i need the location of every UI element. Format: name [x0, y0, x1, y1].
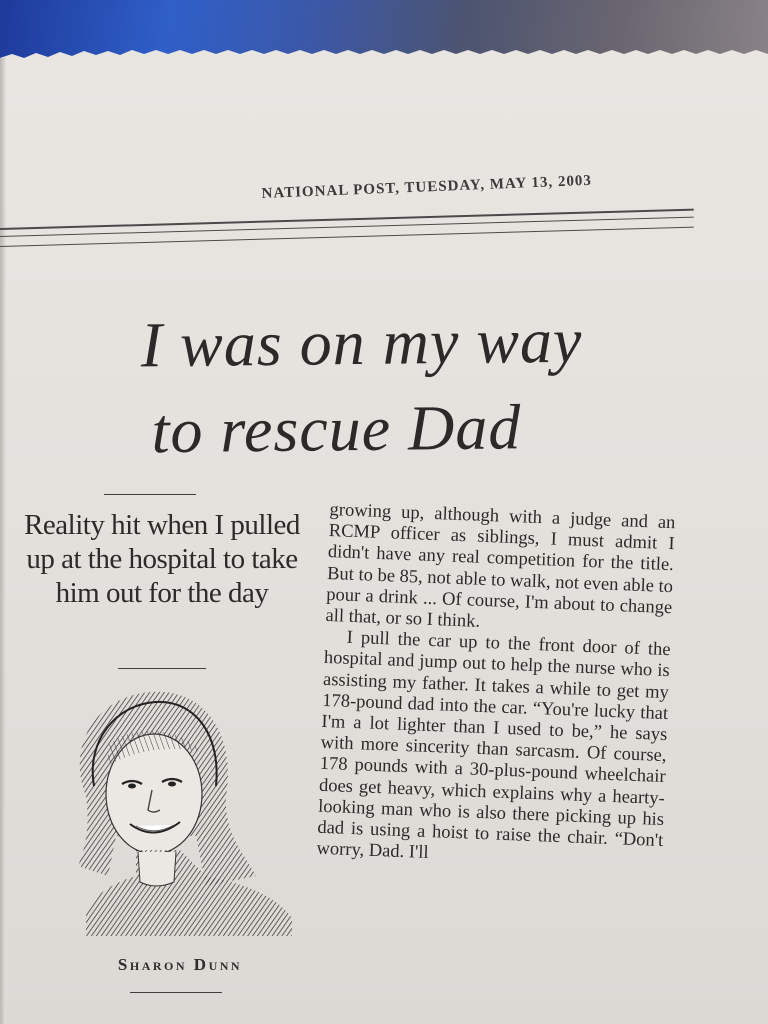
article-body-column — [316, 500, 676, 873]
author-byline: Sharon Dunn — [117, 955, 243, 974]
dateline: NATIONAL POST, TUESDAY, MAY 13, 2003 — [261, 172, 593, 203]
torn-paper-edge — [0, 48, 768, 64]
byline-rule — [130, 992, 222, 993]
headline-line-2: to rescue Dad — [151, 391, 522, 467]
page-shadow — [0, 58, 6, 1024]
headline-line-1: I was on my way — [140, 304, 583, 381]
headline — [11, 296, 713, 475]
body-paragraph: I pull the car up to the front door of the hospital and jump out to help the nurse who is assisting my father. It takes a while to get my 178-pound dad into the car. “You're lucky that I'm a lot lighter than I used to be,” he says with more sincerity than sarcasm. Of course, 178 pounds with a 30-plus-pound wheelchair does get heavy, which explains why a hearty-looking man who is also there picking up his dad is using a hoist to raise the chair. “Don't worry, Dad. I'll — [316, 627, 671, 864]
author-portrait-illustration — [56, 686, 292, 936]
deck-bottom-rule — [118, 668, 206, 669]
deck-subheadline: Reality hit when I pulled up at the hospital to take him out for the day — [24, 509, 300, 609]
deck-top-rule — [104, 494, 196, 495]
body-paragraph: growing up, although with a judge and an RCMP officer as siblings, I must admit I didn't have any real competition for the title. But to be 85, not able to walk, not even able to pour a drink ... Of course, I'm about to change all that, or so I think. — [325, 500, 676, 632]
